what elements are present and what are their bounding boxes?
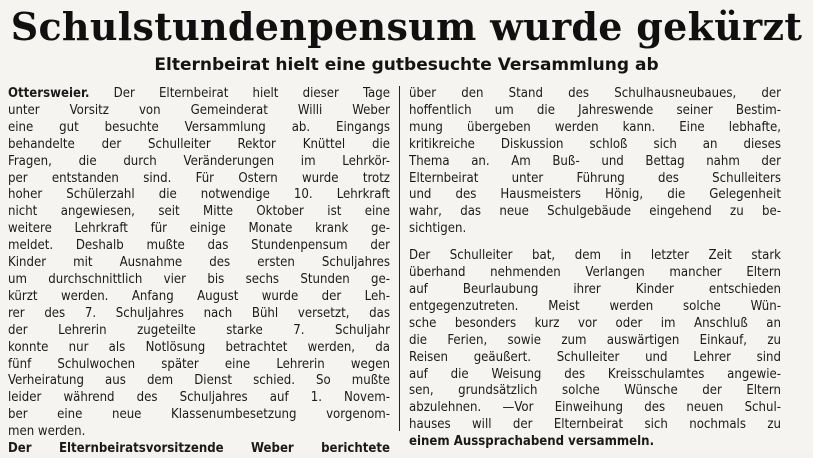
left-column	[8, 86, 390, 458]
text-line: Fragen, die durch Veränderungen im Lehrkör-	[8, 153, 390, 169]
text-line: sen, grundsätzlich solche Wünsche der Eltern	[409, 383, 781, 399]
text-line: unter Vorsitz von Gemeinderat Willi Weber	[8, 102, 390, 118]
column-divider	[399, 86, 400, 431]
dateline-location: Ottersweier.	[8, 86, 90, 101]
subheadline: Elternbeirat hielt eine gutbesuchte Versammlung ab	[154, 55, 659, 75]
right-paragraph-2	[409, 248, 781, 451]
text-line: hoffentlich um die Jahreswende seiner Bestim-	[409, 102, 781, 118]
text-line: und des Hausmeisters Hönig, die Gelegenheit	[409, 187, 781, 203]
text-line: sche besonders kurz vor oder im Anschluß an	[409, 315, 781, 331]
text-line: wahr, das neue Schulgebäude eingehend zu be-	[409, 204, 781, 220]
text-line: sichtigen.	[409, 221, 467, 237]
text-line: Reisen geäußert. Schulleiter und Lehrer sind	[409, 349, 781, 365]
text-line-bold: einem Aussprachabend versammeln.	[409, 434, 655, 450]
text-line: der Lehrerin zugeteilte starke 7. Schuljahr	[8, 322, 390, 338]
text-line: leider während des Schuljahres auf 1. Novem-	[8, 390, 390, 406]
text-line: überhand nehmenden Verlangen mancher Eltern	[409, 265, 781, 281]
text-line-bold: Der Elternbeiratsvorsitzende Weber berichtete	[8, 441, 390, 457]
headline: Schulstundenpensum wurde gekürzt	[10, 4, 803, 49]
text-line: hoher Schülerzahl die notwendige 10. Lehrkraft	[8, 187, 390, 203]
text-line: Thema an. Am Buß- und Bettag nahm der	[409, 153, 781, 169]
text-line: Verheiratung aus dem Dienst schied. So mußte	[8, 373, 390, 389]
text-line: Der Schulleiter bat, dem in letzter Zeit stark	[409, 248, 781, 264]
text-line: nicht angewiesen, seit Mitte Oktober ist eine	[8, 204, 390, 220]
left-paragraph	[8, 86, 390, 441]
text-line: über den Stand des Schulhausneubaues, der	[409, 86, 781, 101]
text-line: um durchschnittlich vier bis sechs Stunden ge-	[8, 271, 390, 287]
text-line: kritikreiche Diskussion schloß sich an dieses	[409, 136, 781, 152]
text-line: behandelte der Schulleiter Rektor Knüttel die	[8, 136, 390, 152]
text-line: konnte nur als Notlösung betrachtet werden, da	[8, 339, 390, 355]
text-line: meldet. Deshalb mußte das Stundenpensum der	[8, 238, 390, 254]
text-line: eine gut besuchte Versammlung ab. Eingangs	[8, 119, 390, 135]
text-line: ber eine neue Klassenumbesetzung vorgenom-	[8, 407, 390, 423]
right-column	[409, 86, 781, 451]
text-line: fünf Schulwochen später eine Lehrerin wegen	[8, 356, 390, 372]
left-last-paragraph	[8, 441, 390, 458]
text-line: abzulehnen. —Vor Einweihung des neuen Schul-	[409, 400, 781, 416]
text-line: Kinder mit Ausnahme des ersten Schuljahres	[8, 255, 390, 271]
text-line: men werden.	[8, 424, 86, 440]
text-line: die Ferien, sowie zum auswärtigen Einkauf, zu	[409, 332, 781, 348]
text-line	[8, 86, 390, 103]
text-line: hauses will der Elternbeirat sich nochmals zu	[409, 417, 781, 433]
text-line: Elternbeirat unter Führung des Schulleiters	[409, 170, 781, 186]
text-line: mung übergeben werden kann. Eine lebhafte,	[409, 119, 781, 135]
text-line: rer des 7. Schuljahres nach Bühl versetzt, das	[8, 305, 390, 321]
text-line: auf Beurlaubung ihrer Kinder entschieden	[409, 281, 781, 297]
text-line: weitere Lehrkraft für einige Monate krank ge-	[8, 221, 390, 237]
text-line: kürzt werden. Anfang August wurde der Leh-	[8, 288, 390, 304]
text-line: entgegenzutreten. Meist werden solche Wün-	[409, 298, 781, 314]
text-line: per entstanden sind. Für Ostern wurde trotz	[8, 170, 390, 186]
right-paragraph-1	[409, 86, 781, 238]
text-line: auf die Weisung des Kreisschulamtes angewie-	[409, 366, 781, 382]
text-line-rest: Der Elternbeirat hielt dieser Tage	[89, 86, 390, 101]
